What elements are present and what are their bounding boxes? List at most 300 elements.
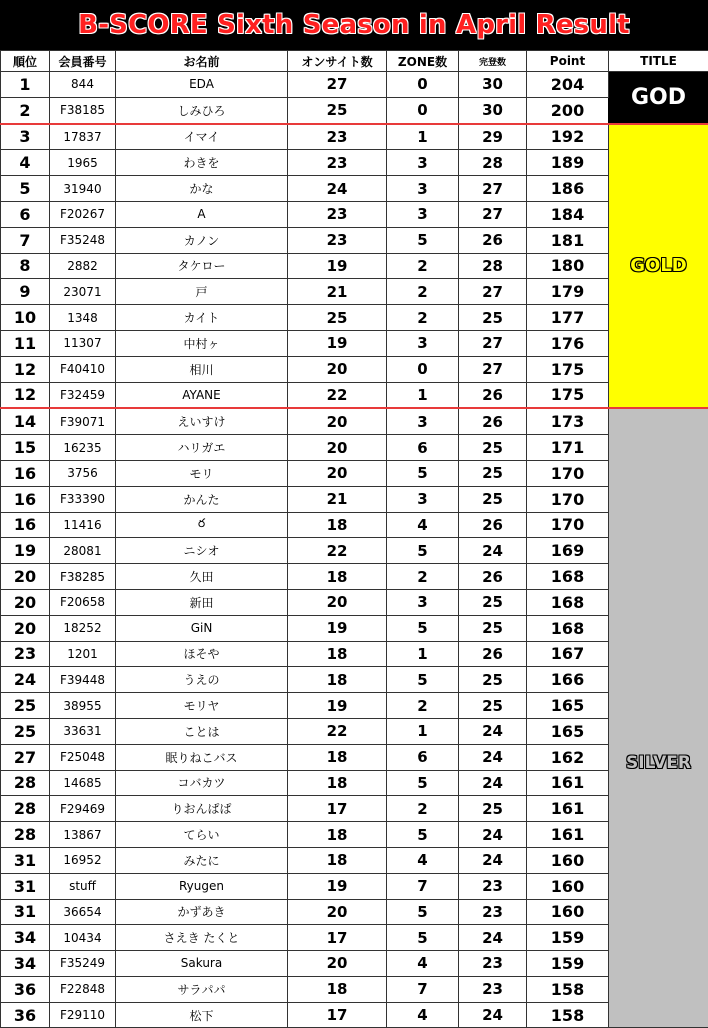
cell-zone: 3 — [387, 589, 459, 615]
table-row — [1, 460, 708, 486]
cell-member-id: F25048 — [50, 744, 116, 770]
cell-member-id: F40410 — [50, 356, 116, 382]
cell-completed: 27 — [459, 201, 527, 227]
cell-name: GiN — [116, 615, 288, 641]
cell-point: 170 — [527, 512, 609, 538]
cell-completed: 30 — [459, 72, 527, 98]
tier-gold-cell — [609, 124, 708, 409]
cell-completed: 25 — [459, 435, 527, 461]
cell-zone: 5 — [387, 925, 459, 951]
cell-zone: 5 — [387, 538, 459, 564]
cell-member-id: 14685 — [50, 770, 116, 796]
cell-name: かな — [116, 176, 288, 202]
cell-member-id: 1965 — [50, 150, 116, 176]
cell-completed: 23 — [459, 976, 527, 1002]
cell-onsight: 22 — [288, 718, 387, 744]
cell-completed: 26 — [459, 564, 527, 590]
cell-rank: 25 — [1, 693, 50, 719]
cell-point: 200 — [527, 97, 609, 123]
table-row — [1, 408, 708, 434]
table-row — [1, 847, 708, 873]
cell-onsight: 18 — [288, 770, 387, 796]
cell-name: ことは — [116, 718, 288, 744]
cell-name: えいすけ — [116, 408, 288, 434]
cell-point: 159 — [527, 925, 609, 951]
cell-zone: 1 — [387, 124, 459, 150]
cell-rank: 31 — [1, 873, 50, 899]
cell-name: 中村ヶ — [116, 330, 288, 356]
cell-zone: 0 — [387, 72, 459, 98]
cell-onsight: 18 — [288, 512, 387, 538]
results-body — [1, 72, 708, 1028]
cell-zone: 0 — [387, 97, 459, 123]
cell-member-id: F29469 — [50, 796, 116, 822]
tier-god-cell — [609, 72, 708, 124]
cell-member-id: 18252 — [50, 615, 116, 641]
cell-name: てらい — [116, 822, 288, 848]
cell-name: EDA — [116, 72, 288, 98]
cell-onsight: 22 — [288, 538, 387, 564]
table-row — [1, 718, 708, 744]
cell-member-id: 3756 — [50, 460, 116, 486]
tier-gold-label: GOLD — [630, 255, 687, 276]
cell-point: 161 — [527, 770, 609, 796]
cell-member-id: F20658 — [50, 589, 116, 615]
cell-zone: 4 — [387, 512, 459, 538]
table-row — [1, 641, 708, 667]
cell-onsight: 25 — [288, 305, 387, 331]
cell-completed: 25 — [459, 305, 527, 331]
cell-zone: 5 — [387, 770, 459, 796]
cell-zone: 2 — [387, 564, 459, 590]
cell-rank: 12 — [1, 356, 50, 382]
cell-member-id: 16235 — [50, 435, 116, 461]
cell-completed: 26 — [459, 382, 527, 408]
table-row — [1, 486, 708, 512]
cell-completed: 26 — [459, 641, 527, 667]
header-point: Point — [527, 51, 609, 72]
cell-completed: 24 — [459, 538, 527, 564]
cell-completed: 27 — [459, 356, 527, 382]
cell-member-id: 10434 — [50, 925, 116, 951]
cell-completed: 26 — [459, 512, 527, 538]
cell-completed: 25 — [459, 667, 527, 693]
cell-member-id: 16952 — [50, 847, 116, 873]
cell-member-id: F38285 — [50, 564, 116, 590]
cell-zone: 7 — [387, 873, 459, 899]
cell-rank: 20 — [1, 589, 50, 615]
cell-completed: 28 — [459, 253, 527, 279]
cell-member-id: 2882 — [50, 253, 116, 279]
cell-completed: 28 — [459, 150, 527, 176]
cell-rank: 31 — [1, 847, 50, 873]
cell-completed: 24 — [459, 925, 527, 951]
header-zone: ZONE数 — [387, 51, 459, 72]
cell-rank: 6 — [1, 201, 50, 227]
cell-rank: 16 — [1, 512, 50, 538]
cell-member-id: 17837 — [50, 124, 116, 150]
cell-point: 181 — [527, 227, 609, 253]
cell-onsight: 23 — [288, 124, 387, 150]
cell-completed: 25 — [459, 693, 527, 719]
cell-zone: 3 — [387, 150, 459, 176]
cell-member-id: 38955 — [50, 693, 116, 719]
title-bar — [0, 0, 708, 50]
table-row — [1, 538, 708, 564]
table-row — [1, 951, 708, 977]
table-row — [1, 822, 708, 848]
cell-name: モリヤ — [116, 693, 288, 719]
cell-point: 158 — [527, 1002, 609, 1028]
cell-member-id: 1201 — [50, 641, 116, 667]
cell-completed: 25 — [459, 796, 527, 822]
cell-rank: 12 — [1, 382, 50, 408]
cell-onsight: 20 — [288, 899, 387, 925]
table-row — [1, 796, 708, 822]
cell-point: 176 — [527, 330, 609, 356]
cell-rank: 31 — [1, 899, 50, 925]
cell-point: 175 — [527, 382, 609, 408]
header-member-id: 会員番号 — [50, 51, 116, 72]
cell-zone: 6 — [387, 744, 459, 770]
cell-point: 160 — [527, 873, 609, 899]
cell-rank: 16 — [1, 460, 50, 486]
results-table — [0, 50, 708, 1028]
cell-rank: 34 — [1, 951, 50, 977]
cell-completed: 24 — [459, 822, 527, 848]
cell-point: 177 — [527, 305, 609, 331]
cell-point: 162 — [527, 744, 609, 770]
cell-name: Sakura — [116, 951, 288, 977]
cell-zone: 2 — [387, 279, 459, 305]
cell-point: 180 — [527, 253, 609, 279]
cell-completed: 25 — [459, 486, 527, 512]
cell-point: 173 — [527, 408, 609, 434]
cell-rank: 20 — [1, 615, 50, 641]
cell-onsight: 17 — [288, 796, 387, 822]
table-row — [1, 744, 708, 770]
cell-member-id: 11307 — [50, 330, 116, 356]
cell-point: 170 — [527, 486, 609, 512]
cell-point: 165 — [527, 693, 609, 719]
cell-member-id: F35249 — [50, 951, 116, 977]
cell-name: ニシオ — [116, 538, 288, 564]
cell-name: カノン — [116, 227, 288, 253]
cell-member-id: F22848 — [50, 976, 116, 1002]
cell-onsight: 20 — [288, 408, 387, 434]
cell-completed: 27 — [459, 279, 527, 305]
cell-name: ర — [116, 512, 288, 538]
cell-onsight: 23 — [288, 227, 387, 253]
cell-zone: 3 — [387, 486, 459, 512]
cell-zone: 3 — [387, 408, 459, 434]
cell-rank: 3 — [1, 124, 50, 150]
cell-rank: 19 — [1, 538, 50, 564]
cell-completed: 24 — [459, 770, 527, 796]
table-row — [1, 305, 708, 331]
cell-completed: 27 — [459, 176, 527, 202]
cell-onsight: 19 — [288, 693, 387, 719]
cell-member-id: 28081 — [50, 538, 116, 564]
table-row — [1, 693, 708, 719]
cell-zone: 5 — [387, 822, 459, 848]
cell-name: りおんぱぱ — [116, 796, 288, 822]
table-row — [1, 356, 708, 382]
cell-onsight: 19 — [288, 330, 387, 356]
cell-name: かずあき — [116, 899, 288, 925]
cell-name: わきを — [116, 150, 288, 176]
cell-point: 165 — [527, 718, 609, 744]
cell-point: 189 — [527, 150, 609, 176]
tier-god-label: GOD — [631, 85, 686, 110]
cell-onsight: 18 — [288, 976, 387, 1002]
cell-onsight: 22 — [288, 382, 387, 408]
cell-completed: 29 — [459, 124, 527, 150]
cell-point: 159 — [527, 951, 609, 977]
cell-zone: 7 — [387, 976, 459, 1002]
cell-completed: 24 — [459, 718, 527, 744]
cell-member-id: 36654 — [50, 899, 116, 925]
cell-name: 眠りねこバス — [116, 744, 288, 770]
table-row — [1, 124, 708, 150]
cell-onsight: 21 — [288, 486, 387, 512]
cell-member-id: F38185 — [50, 97, 116, 123]
cell-point: 184 — [527, 201, 609, 227]
header-row — [1, 51, 708, 72]
table-row — [1, 227, 708, 253]
cell-name: ハリガエ — [116, 435, 288, 461]
cell-member-id: F33390 — [50, 486, 116, 512]
cell-member-id: F20267 — [50, 201, 116, 227]
cell-point: 166 — [527, 667, 609, 693]
table-row — [1, 1002, 708, 1028]
cell-point: 167 — [527, 641, 609, 667]
tier-silver-label: SILVER — [626, 753, 691, 773]
cell-onsight: 18 — [288, 667, 387, 693]
table-row — [1, 253, 708, 279]
cell-onsight: 20 — [288, 356, 387, 382]
cell-completed: 26 — [459, 227, 527, 253]
header-completed: 完登数 — [459, 51, 527, 72]
cell-point: 161 — [527, 822, 609, 848]
cell-name: カイト — [116, 305, 288, 331]
cell-completed: 24 — [459, 1002, 527, 1028]
cell-zone: 3 — [387, 201, 459, 227]
table-row — [1, 770, 708, 796]
table-row — [1, 589, 708, 615]
cell-name: かんた — [116, 486, 288, 512]
table-row — [1, 330, 708, 356]
cell-name: ほそや — [116, 641, 288, 667]
cell-point: 168 — [527, 615, 609, 641]
cell-completed: 23 — [459, 899, 527, 925]
cell-name: 松下 — [116, 1002, 288, 1028]
cell-completed: 25 — [459, 460, 527, 486]
cell-onsight: 23 — [288, 201, 387, 227]
cell-zone: 5 — [387, 460, 459, 486]
cell-onsight: 17 — [288, 1002, 387, 1028]
cell-rank: 36 — [1, 976, 50, 1002]
table-row — [1, 176, 708, 202]
cell-member-id: F29110 — [50, 1002, 116, 1028]
cell-rank: 23 — [1, 641, 50, 667]
cell-rank: 8 — [1, 253, 50, 279]
cell-member-id: 11416 — [50, 512, 116, 538]
cell-member-id: 844 — [50, 72, 116, 98]
table-row — [1, 615, 708, 641]
cell-rank: 1 — [1, 72, 50, 98]
cell-rank: 14 — [1, 408, 50, 434]
table-row — [1, 72, 708, 98]
cell-name: うえの — [116, 667, 288, 693]
cell-completed: 24 — [459, 847, 527, 873]
cell-onsight: 19 — [288, 873, 387, 899]
cell-completed: 25 — [459, 615, 527, 641]
cell-onsight: 27 — [288, 72, 387, 98]
cell-rank: 2 — [1, 97, 50, 123]
table-row — [1, 201, 708, 227]
table-row — [1, 435, 708, 461]
cell-member-id: 23071 — [50, 279, 116, 305]
cell-zone: 2 — [387, 253, 459, 279]
cell-zone: 2 — [387, 305, 459, 331]
cell-name: タケロー — [116, 253, 288, 279]
cell-name: A — [116, 201, 288, 227]
table-row — [1, 382, 708, 408]
cell-point: 171 — [527, 435, 609, 461]
cell-point: 175 — [527, 356, 609, 382]
cell-rank: 10 — [1, 305, 50, 331]
cell-rank: 36 — [1, 1002, 50, 1028]
cell-onsight: 18 — [288, 847, 387, 873]
cell-name: AYANE — [116, 382, 288, 408]
cell-onsight: 20 — [288, 435, 387, 461]
cell-zone: 4 — [387, 1002, 459, 1028]
header-title: TITLE — [609, 51, 708, 72]
cell-zone: 1 — [387, 382, 459, 408]
cell-completed: 23 — [459, 873, 527, 899]
cell-point: 170 — [527, 460, 609, 486]
cell-zone: 5 — [387, 667, 459, 693]
cell-zone: 0 — [387, 356, 459, 382]
cell-zone: 5 — [387, 615, 459, 641]
cell-name: Ryugen — [116, 873, 288, 899]
table-row — [1, 150, 708, 176]
header-name: お名前 — [116, 51, 288, 72]
cell-point: 168 — [527, 564, 609, 590]
cell-rank: 20 — [1, 564, 50, 590]
cell-member-id: 33631 — [50, 718, 116, 744]
cell-onsight: 20 — [288, 951, 387, 977]
cell-rank: 4 — [1, 150, 50, 176]
cell-completed: 27 — [459, 330, 527, 356]
cell-onsight: 19 — [288, 615, 387, 641]
cell-rank: 28 — [1, 822, 50, 848]
cell-onsight: 24 — [288, 176, 387, 202]
cell-member-id: 1348 — [50, 305, 116, 331]
cell-member-id: stuff — [50, 873, 116, 899]
cell-rank: 7 — [1, 227, 50, 253]
cell-name: モリ — [116, 460, 288, 486]
cell-zone: 1 — [387, 718, 459, 744]
cell-name: 戸 — [116, 279, 288, 305]
cell-completed: 25 — [459, 589, 527, 615]
cell-point: 186 — [527, 176, 609, 202]
cell-name: さえき たくと — [116, 925, 288, 951]
cell-rank: 5 — [1, 176, 50, 202]
cell-name: 新田 — [116, 589, 288, 615]
cell-rank: 28 — [1, 796, 50, 822]
cell-name: イマイ — [116, 124, 288, 150]
cell-rank: 25 — [1, 718, 50, 744]
cell-point: 161 — [527, 796, 609, 822]
cell-point: 192 — [527, 124, 609, 150]
cell-rank: 28 — [1, 770, 50, 796]
cell-zone: 2 — [387, 796, 459, 822]
header-rank: 順位 — [1, 51, 50, 72]
cell-name: しみひろ — [116, 97, 288, 123]
cell-member-id: F35248 — [50, 227, 116, 253]
table-row — [1, 667, 708, 693]
cell-member-id: F32459 — [50, 382, 116, 408]
cell-zone: 4 — [387, 847, 459, 873]
cell-completed: 23 — [459, 951, 527, 977]
cell-zone: 5 — [387, 227, 459, 253]
cell-onsight: 20 — [288, 460, 387, 486]
cell-onsight: 18 — [288, 744, 387, 770]
cell-onsight: 18 — [288, 564, 387, 590]
cell-point: 179 — [527, 279, 609, 305]
cell-onsight: 17 — [288, 925, 387, 951]
cell-rank: 24 — [1, 667, 50, 693]
cell-zone: 3 — [387, 330, 459, 356]
tier-silver-cell — [609, 408, 708, 1028]
cell-rank: 9 — [1, 279, 50, 305]
table-row — [1, 976, 708, 1002]
table-row — [1, 925, 708, 951]
cell-rank: 34 — [1, 925, 50, 951]
table-row — [1, 564, 708, 590]
cell-onsight: 23 — [288, 150, 387, 176]
cell-onsight: 25 — [288, 97, 387, 123]
table-row — [1, 97, 708, 123]
table-row — [1, 873, 708, 899]
cell-onsight: 18 — [288, 641, 387, 667]
cell-onsight: 18 — [288, 822, 387, 848]
cell-rank: 16 — [1, 486, 50, 512]
header-onsight: オンサイト数 — [288, 51, 387, 72]
page-title: B-SCORE Sixth Season in April Result — [78, 10, 630, 40]
cell-onsight: 19 — [288, 253, 387, 279]
cell-point: 158 — [527, 976, 609, 1002]
cell-member-id: 13867 — [50, 822, 116, 848]
cell-point: 169 — [527, 538, 609, 564]
cell-member-id: F39071 — [50, 408, 116, 434]
cell-name: 相川 — [116, 356, 288, 382]
cell-onsight: 20 — [288, 589, 387, 615]
cell-onsight: 21 — [288, 279, 387, 305]
cell-zone: 1 — [387, 641, 459, 667]
cell-name: 久田 — [116, 564, 288, 590]
cell-name: サラパパ — [116, 976, 288, 1002]
cell-name: コバカツ — [116, 770, 288, 796]
cell-name: みたに — [116, 847, 288, 873]
cell-zone: 2 — [387, 693, 459, 719]
cell-completed: 26 — [459, 408, 527, 434]
cell-point: 168 — [527, 589, 609, 615]
cell-rank: 11 — [1, 330, 50, 356]
cell-completed: 30 — [459, 97, 527, 123]
